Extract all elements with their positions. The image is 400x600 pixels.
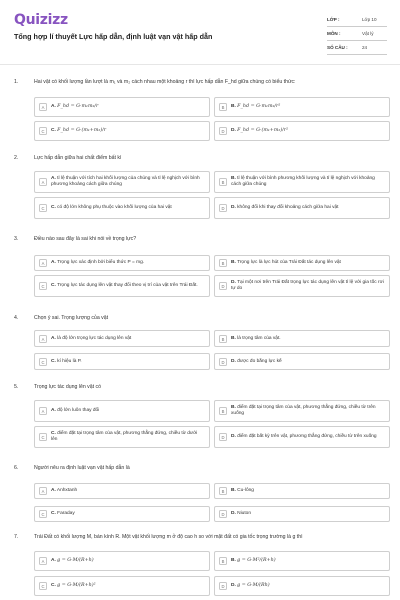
question-number: 6. [14, 465, 19, 471]
option-key: C [39, 510, 47, 518]
option-letter: D. [231, 204, 236, 210]
option-letter: D. [231, 358, 236, 364]
option-d[interactable] [214, 197, 390, 219]
question-text: Điều nào sau đây là sai khi nói về trọng lực? [34, 236, 137, 242]
question-number: 4. [14, 315, 19, 321]
question-number: 7. [14, 534, 19, 540]
option-c[interactable] [34, 576, 210, 596]
option-key: B [219, 259, 227, 267]
option-key: C [39, 282, 47, 290]
option-letter: A. [51, 487, 56, 493]
meta-key: MÔN : [327, 31, 341, 36]
option-letter: C. [51, 430, 56, 436]
question-text: Hai vật có khối lượng lần lượt là m₁ và m₂ cách nhau một khoảng r thì lực hấp dẫn F_hd giữa chúng có biểu thức: [34, 79, 296, 85]
option-text: là trọng tâm của vật. [237, 335, 281, 341]
option-key: A [39, 407, 47, 415]
option-letter: D. [231, 279, 236, 285]
option-text: có độ lớn không phụ thuộc vào khối lượng của hai vật [57, 204, 172, 210]
option-b[interactable] [214, 330, 390, 347]
worksheet-header [0, 0, 400, 66]
option-a[interactable] [34, 400, 210, 422]
option-c[interactable] [34, 353, 210, 370]
option-key: C [39, 204, 47, 212]
question-number: 3. [14, 236, 19, 242]
option-formula: g = G·M²/(R+h) [237, 557, 276, 563]
option-formula: g = G·M/(R+h) [57, 557, 94, 563]
option-key: A [39, 103, 47, 111]
option-letter: B. [231, 404, 236, 410]
header-divider [0, 64, 400, 65]
option-letter: C. [51, 282, 56, 288]
option-formula: g = G·M/(Rh) [237, 582, 270, 588]
option-key: A [39, 259, 47, 267]
option-key: D [219, 433, 227, 441]
option-a[interactable] [34, 330, 210, 347]
question-text: Trái Đất có khối lượng M, bán kính R. Một vật khối lượng m ở độ cao h so với mặt đất có gia tốc trọng trường là g thì [34, 534, 303, 540]
option-key: D [219, 127, 227, 135]
option-text: Tại một nơi trên Trái Đất trọng lực tác dụng lên vật tỉ lệ với gia tốc rơi tự do [231, 279, 384, 291]
question-number: 2. [14, 155, 19, 161]
option-a[interactable] [34, 171, 210, 193]
quizizz-logo[interactable]: Quizizz [14, 12, 68, 28]
page-title: Tổng hợp lí thuyết Lực hấp dẫn, định luật vạn vật hấp dẫn [14, 32, 213, 41]
option-formula: F_hd = G·(m₁+m₂)/r [57, 127, 107, 133]
option-text: Trọng lực tác dụng lên vật thay đổi theo vị trí của vật trên Trái Đất. [57, 282, 198, 288]
option-text: không đổi khi thay đổi khoảng cách giữa hai vật [237, 204, 339, 210]
option-letter: C. [51, 582, 56, 588]
option-key: A [39, 335, 47, 343]
option-c[interactable] [34, 121, 210, 141]
option-text: Trọng lực là lực hút của Trái Đất tác dụng lên vật [237, 259, 341, 265]
option-c[interactable] [34, 506, 210, 522]
meta-value: Lớp 10 [362, 17, 377, 22]
option-letter: A. [51, 259, 56, 265]
question-number: 1. [14, 79, 19, 85]
meta-row-class [327, 13, 387, 27]
option-text: Trọng lực xác định bởi biểu thức P = mg. [57, 259, 145, 265]
question-text: Người nêu ra định luật vạn vật hấp dẫn là [34, 465, 130, 471]
option-a[interactable] [34, 255, 210, 271]
option-key: B [219, 335, 227, 343]
option-text: Anhxtanh [56, 487, 78, 493]
option-text: điểm đặt tại trọng tâm của vật, phương thẳng đứng, chiều từ trên xuống [231, 404, 376, 416]
meta-row-count [327, 41, 387, 55]
option-key: D [219, 510, 227, 518]
question-number: 5. [14, 384, 19, 390]
option-key: C [39, 582, 47, 590]
option-key: C [39, 127, 47, 135]
option-key: D [219, 358, 227, 366]
option-b[interactable] [214, 97, 390, 117]
option-letter: B. [231, 557, 236, 563]
option-c[interactable] [34, 197, 210, 219]
option-a[interactable] [34, 97, 210, 117]
option-key: B [219, 103, 227, 111]
meta-value: Vật lý [362, 31, 374, 36]
option-text: điểm đặt tại trọng tâm của vật, phương thẳng đứng, chiều từ dưới lên [51, 430, 198, 442]
option-text: kí hiệu là P. [57, 358, 82, 364]
option-letter: C. [51, 510, 56, 516]
option-a[interactable] [34, 483, 210, 499]
option-letter: D. [231, 582, 236, 588]
option-d[interactable] [214, 576, 390, 596]
option-key: D [219, 582, 227, 590]
option-letter: B. [231, 103, 236, 109]
option-key: C [39, 433, 47, 441]
option-text: tỉ lệ thuận với tích hai khối lượng của chúng và tỉ lệ nghịch với bình phương khoảng cách giữa chúng [51, 175, 200, 187]
option-b[interactable] [214, 255, 390, 271]
option-letter: D. [231, 510, 236, 516]
option-d[interactable] [214, 426, 390, 448]
option-letter: B. [231, 259, 236, 265]
option-formula: g = G·M/(R+h)² [57, 582, 96, 588]
option-letter: C. [51, 204, 56, 210]
option-text: Niuton [237, 510, 252, 516]
option-text: tỉ lệ thuận với bình phương khối lượng và tỉ lệ nghịch với khoảng cách giữa chúng [231, 175, 375, 187]
option-b[interactable] [214, 483, 390, 499]
option-key: A [39, 178, 47, 186]
option-letter: C. [51, 358, 56, 364]
option-text: được đo bằng lực kế [237, 358, 282, 364]
option-key: B [219, 487, 227, 495]
option-letter: C. [51, 127, 56, 133]
worksheet-meta [327, 13, 387, 55]
meta-key: SỐ CÂU : [327, 45, 348, 50]
option-letter: B. [231, 335, 236, 341]
option-formula: F_hd = G·(m₁+m₂)/r² [237, 127, 289, 133]
option-formula: F_hd = G·m₁m₂/r [57, 103, 99, 109]
option-d[interactable] [214, 506, 390, 522]
option-letter: A. [51, 175, 56, 181]
meta-key: LỚP : [327, 17, 340, 22]
option-letter: A. [51, 103, 56, 109]
option-key: A [39, 487, 47, 495]
option-key: C [39, 358, 47, 366]
option-b[interactable] [214, 551, 390, 571]
option-d[interactable] [214, 275, 390, 297]
option-key: B [219, 407, 227, 415]
option-c[interactable] [34, 275, 210, 297]
option-formula: F_hd = G·m₁m₂/r² [237, 103, 281, 109]
option-key: B [219, 557, 227, 565]
option-key: D [219, 204, 227, 212]
option-letter: A. [51, 557, 56, 563]
option-d[interactable] [214, 353, 390, 370]
option-letter: D. [231, 433, 236, 439]
option-key: B [219, 178, 227, 186]
option-text: điểm đặt bất kỳ trên vật, phương thẳng đứng, chiều từ trên xuống [237, 433, 377, 439]
option-text: Cu-lông [237, 487, 254, 493]
meta-row-subject [327, 27, 387, 41]
option-a[interactable] [34, 551, 210, 571]
option-letter: A. [51, 407, 56, 413]
question-text: Chọn ý sai. Trọng lượng của vật [34, 315, 109, 321]
option-c[interactable] [34, 426, 210, 448]
option-d[interactable] [214, 121, 390, 141]
option-text: độ lớn luôn thay đổi [57, 407, 100, 413]
option-b[interactable] [214, 171, 390, 193]
option-text: Faraday [57, 510, 75, 516]
option-letter: A. [51, 335, 56, 341]
option-text: là độ lớn trọng lực tác dụng lên vật [57, 335, 132, 341]
option-key: A [39, 557, 47, 565]
option-b[interactable] [214, 400, 390, 422]
meta-value: 24 [362, 45, 368, 50]
option-key: D [219, 282, 227, 290]
option-letter: B. [231, 175, 236, 181]
option-letter: D. [231, 127, 236, 133]
option-letter: B. [231, 487, 236, 493]
question-text: Lực hấp dẫn giữa hai chất điểm bất kì [34, 155, 122, 161]
question-text: Trọng lực tác dụng lên vật có [34, 384, 102, 390]
